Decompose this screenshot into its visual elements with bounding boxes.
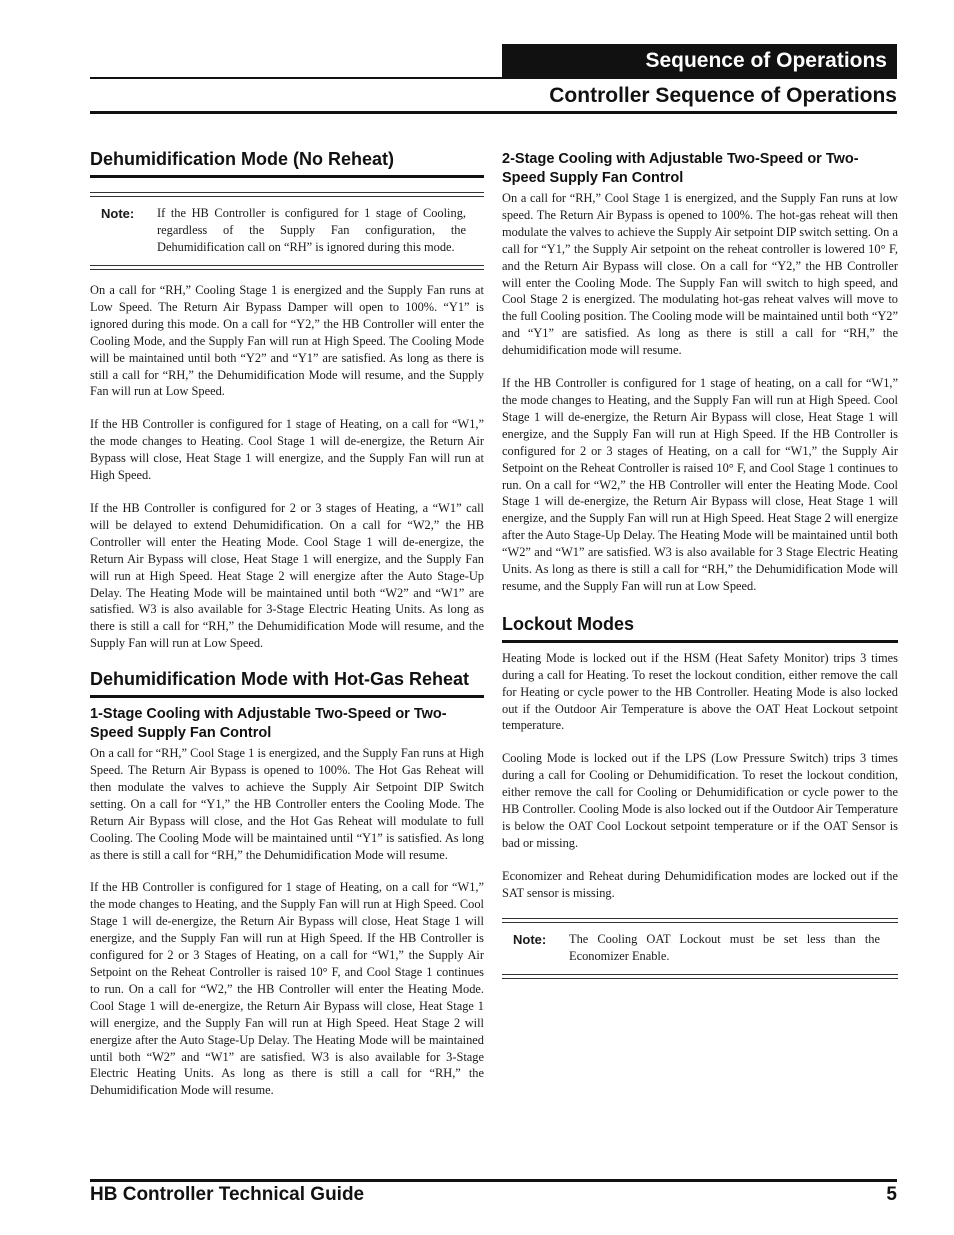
page-title: Controller Sequence of Operations (549, 84, 897, 107)
paragraph: On a call for “RH,” Cool Stage 1 is energized, and the Supply Fan runs at low speed. The Return Air Bypass is opened to 100%. The hot-gas reheat will then modulate the valves to achieve the Supply Air setpoint DIP switch setting. On a call for “Y1,” the Supply Air setpoint on the reheat controller is lowered 10° F, and the Return Air Bypass will close. On a call for “Y2,” the HB Controller will enter the Cooling Mode. The Supply Fan will switch to high speed, and Cool Stage 2 is energized. The modulating hot-gas reheat valves will move to the full Cooling position. The Cooling mode will be maintained until both “Y2” and “Y1” are satisfied. As long as there is still a call for “RH,” the dehumidification mode will resume. (502, 191, 898, 358)
paragraph: On a call for “RH,” Cooling Stage 1 is energized and the Supply Fan runs at Low Speed. The Return Air Bypass Damper will open to 100%. “Y1” is ignored during this mode. On a call for “Y2,” the HB Controller will enter the Cooling Mode, and the Supply Fan will run at High Speed. The Cooling Mode will be maintained until both “Y2” and “Y1” are satisfied. As long as there is still a call for “RH,” the Dehumidification Mode will resume, and the Supply Fan will run at Low Speed. (90, 283, 484, 399)
header-rule (90, 77, 897, 79)
footer-title: HB Controller Technical Guide (90, 1184, 365, 1205)
right-column (502, 150, 898, 991)
paragraph: If the HB Controller is configured for 1 stage of Heating, on a call for “W1,” the mode changes to Heating. Cool Stage 1 will de-energize, the Return Air Bypass will close, Heat Stage 1 will energize, and the Supply Fan will run at High Speed. (90, 417, 484, 483)
note-text: If the HB Controller is configured for 1 stage of Cooling, regardless of the Supply Fan configuration, the Dehumidification call on “RH” is ignored during this mode. (157, 206, 466, 254)
section-banner (502, 44, 897, 78)
paragraph: Economizer and Reheat during Dehumidification modes are locked out if the SAT sensor is missing. (502, 868, 898, 900)
heading-dehumidification-no-reheat: Dehumidification Mode (No Reheat) (90, 148, 484, 178)
paragraph: If the HB Controller is configured for 1 stage of heating, on a call for “W1,” the mode changes to Heating, and the Supply Fan will run at High Speed. Cool Stage 1 will de-energize, the Return Air Bypass will close, Heat Stage 1 will energize, and the Supply Fan will run at High Speed. If the HB Controller is configured for 2 or 3 stages of Heating, on a call for “W1,” the Supply Air Setpoint on the Reheat Controller is raised 10° F, and Cool Stage 1 continues to run. On a call for “W2,” the HB Controller will enter the Heating Mode. Cool Stage 1 will de-energize, the Return Air Bypass will close, Heat Stage 1 will energize, and the Supply Fan will run at High Speed. Heat Stage 2 will energize after the Auto Stage-Up Delay. The Heating Mode will be maintained until both “W2” and “W1” are satisfied. W3 is also available for 3 Stage Electric Heating Units. As long as there is still a call for “RH,” the Dehumidification Mode will resume, and the Supply Fan will run at Low Speed. (502, 376, 898, 593)
section-title: Sequence of Operations (645, 49, 887, 72)
left-column (90, 140, 484, 1115)
note-box (90, 192, 484, 270)
title-rule (90, 111, 897, 114)
paragraph: Heating Mode is locked out if the HSM (Heat Safety Monitor) trips 3 times during a call for Heating. To reset the lockout condition, either remove the call for Heating or cycle power to the HB Controller. Heating Mode is also locked out if the Outdoor Air Temperature is above the OAT Heat Lockout setpoint temperature. (502, 650, 898, 733)
heading-lockout-modes: Lockout Modes (502, 613, 898, 643)
heading-hot-gas-reheat: Dehumidification Mode with Hot-Gas Reheat (90, 668, 484, 698)
subheading-1-stage-cooling: 1-Stage Cooling with Adjustable Two-Speed or Two-Speed Supply Fan Control (90, 706, 447, 742)
page-number: 5 (886, 1184, 897, 1205)
paragraph: Cooling Mode is locked out if the LPS (Low Pressure Switch) trips 3 times during a call for Cooling or Dehumidification. To reset the lockout condition, either remove the call for Cooling or Dehumidification or cycle power to the HB Controller. Cooling Mode is also locked out if the Outdoor Air Temperature is below the OAT Cool Lockout setpoint temperature or if the OAT Sensor is bad or missing. (502, 751, 898, 850)
paragraph: If the HB Controller is configured for 2 or 3 stages of Heating, a “W1” call will be delayed to extend Dehumidification. On a call for “W2,” the HB Controller will enter the Heating Mode. Cool Stage 1 will de-energize, the Return Air Bypass will close, Heat Stage 1 will energize, and the Supply Fan will run at High Speed. Heat Stage 2 will energize after the Auto Stage-Up Delay. The Heating Mode will be maintained until both “W2” and “W1” are satisfied. W3 is also available for 3-Stage Electric Heating Units. As long as there is still a call for “RH,” the Dehumidification Mode will resume, and the Supply Fan will run at Low Speed. (90, 500, 484, 651)
note-box (502, 918, 898, 979)
note-label: Note: (513, 931, 547, 947)
footer-rule (90, 1179, 897, 1182)
paragraph: If the HB Controller is configured for 1 stage of Heating, on a call for “W1,” the mode changes to Heating, and the Supply Fan will run at High Speed. Cool Stage 1 will de-energize, the Return Air Bypass will close, Heat Stage 1 will energize, and the Supply Fan will run at High Speed. If the HB Controller is configured for 2 or 3 Stages of Heating, on a call for “W1,” the Supply Air Setpoint on the Reheat Controller is raised 10° F, and Cool Stage 1 continues to run. On a call for “W2,” the HB Controller will enter the Heating Mode. Cool Stage 1 will de-energize, the Return Air Bypass will close, Heat Stage 1 will energize, and the Supply Fan will run at High Speed. Heat Stage 2 will energize after the Auto Stage-Up Delay. The Heating Mode will be maintained until both “W2” and “W1” are satisfied. W3 is also available for 3-Stage Electric Heating Units. As long as there is still a call for “RH,” the Dehumidification Mode will resume. (90, 880, 484, 1098)
note-label: Note: (101, 206, 135, 221)
subheading-2-stage-cooling: 2-Stage Cooling with Adjustable Two-Speed or Two-Speed Supply Fan Control (502, 151, 859, 186)
note-text: The Cooling OAT Lockout must be set less than the Economizer Enable. (569, 931, 880, 963)
paragraph: On a call for “RH,” Cool Stage 1 is energized, and the Supply Fan runs at High Speed. The Return Air Bypass is opened to 100%. The Hot Gas Reheat will then modulate the valves to achieve the Supply Air Setpoint DIP Switch setting. On a call for “Y1,” the HB Controller enters the Cooling Mode. The Return Air Bypass will close, and the Hot Gas Reheat will modulate to full Cooling. The Cooling Mode will be maintained until “Y1” is satisfied. As long as there is still a call for “RH,” the Dehumidification Mode will resume. (90, 746, 484, 862)
